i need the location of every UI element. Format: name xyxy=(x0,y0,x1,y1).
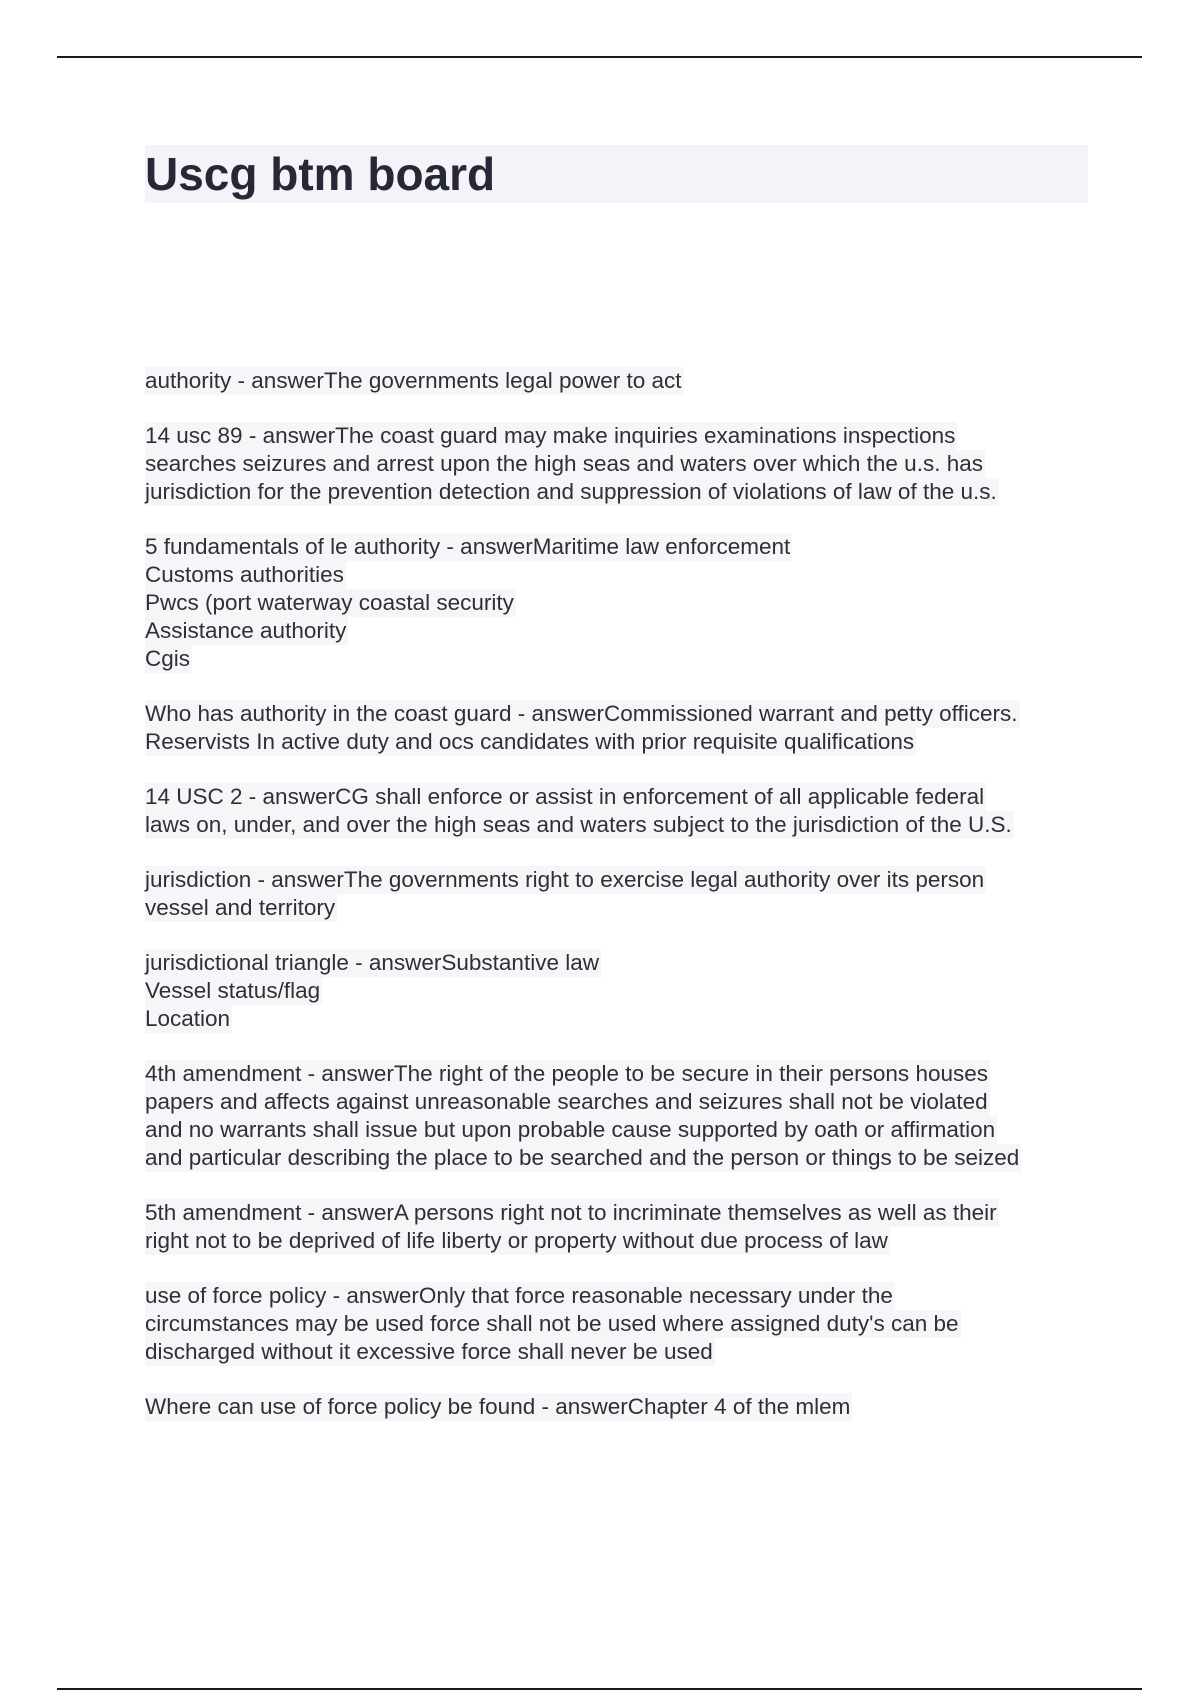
bottom-rule xyxy=(57,1688,1142,1690)
qa-line: 14 USC 2 - answerCG shall enforce or assist in enforcement of all applicable federal xyxy=(145,784,985,809)
qa-entry xyxy=(145,1199,1105,1255)
qa-line: Vessel status/flag xyxy=(145,978,321,1003)
qa-line: jurisdiction for the prevention detection and suppression of violations of law of the u.s. xyxy=(145,479,997,504)
qa-entry xyxy=(145,700,1105,756)
qa-line: Reservists In active duty and ocs candidates with prior requisite qualifications xyxy=(145,729,915,754)
qa-line: 5 fundamentals of le authority - answerMaritime law enforcement xyxy=(145,534,791,559)
qa-line: 14 usc 89 - answerThe coast guard may make inquiries examinations inspections xyxy=(145,423,956,448)
qa-line: Assistance authority xyxy=(145,618,347,643)
qa-line: 5th amendment - answerA persons right not to incriminate themselves as well as their xyxy=(145,1200,997,1225)
qa-line: laws on, under, and over the high seas and waters subject to the jurisdiction of the U.S. xyxy=(145,812,1012,837)
qa-line: papers and affects against unreasonable searches and seizures shall not be violated xyxy=(145,1089,988,1114)
qa-line: jurisdictional triangle - answerSubstantive law xyxy=(145,950,599,975)
qa-line: Location xyxy=(145,1006,231,1031)
qa-line: 4th amendment - answerThe right of the people to be secure in their persons houses xyxy=(145,1061,988,1086)
qa-line: Customs authorities xyxy=(145,562,344,587)
qa-line: and particular describing the place to be searched and the person or things to be seized xyxy=(145,1145,1020,1170)
qa-line: Pwcs (port waterway coastal security xyxy=(145,590,514,615)
qa-line: and no warrants shall issue but upon probable cause supported by oath or affirmation xyxy=(145,1117,996,1142)
qa-line: right not to be deprived of life liberty or property without due process of law xyxy=(145,1228,888,1253)
qa-entry xyxy=(145,783,1105,839)
qa-entry xyxy=(145,367,1105,395)
qa-line: use of force policy - answerOnly that force reasonable necessary under the xyxy=(145,1283,893,1308)
page-title: Uscg btm board xyxy=(145,148,496,200)
qa-line: searches seizures and arrest upon the high seas and waters over which the u.s. has xyxy=(145,451,983,476)
qa-entry xyxy=(145,1282,1105,1366)
qa-line: Cgis xyxy=(145,646,191,671)
qa-line: authority - answerThe governments legal power to act xyxy=(145,368,682,393)
top-rule xyxy=(57,56,1142,58)
qa-entry xyxy=(145,1393,1105,1421)
qa-line: Where can use of force policy be found - answerChapter 4 of the mlem xyxy=(145,1394,851,1419)
qa-line: vessel and territory xyxy=(145,895,336,920)
qa-entry xyxy=(145,422,1105,506)
qa-entry xyxy=(145,1060,1105,1172)
qa-line: Who has authority in the coast guard - answerCommissioned warrant and petty officers. xyxy=(145,701,1018,726)
qa-entry xyxy=(145,949,1105,1033)
qa-entry xyxy=(145,533,1105,673)
qa-line: circumstances may be used force shall not be used where assigned duty's can be xyxy=(145,1311,959,1336)
qa-list xyxy=(145,367,1105,1448)
qa-line: jurisdiction - answerThe governments right to exercise legal authority over its person xyxy=(145,867,985,892)
qa-line: discharged without it excessive force shall never be used xyxy=(145,1339,713,1364)
qa-entry xyxy=(145,866,1105,922)
